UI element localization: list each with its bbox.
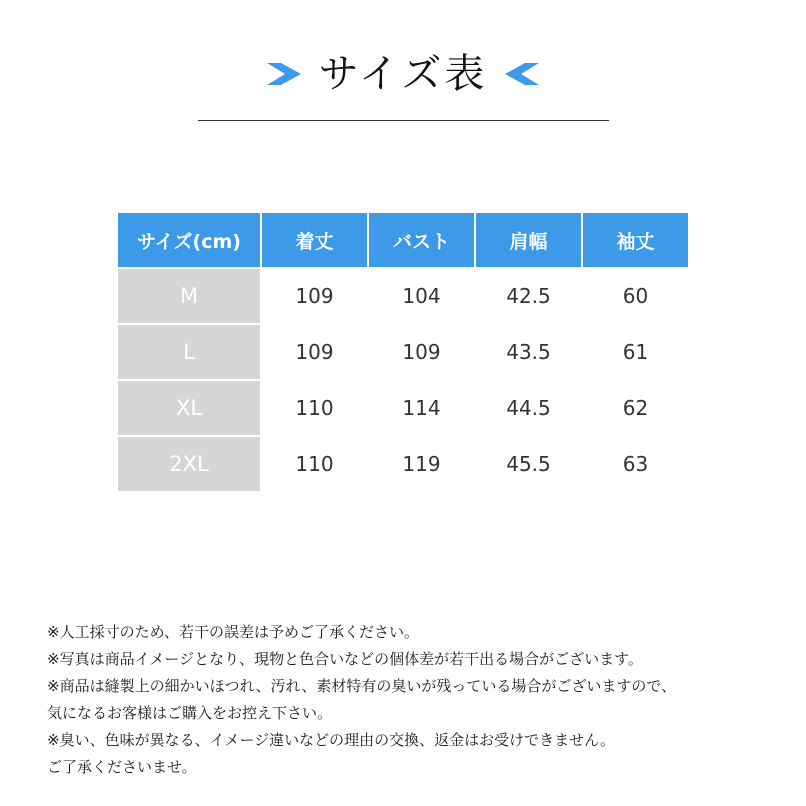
table-cell: 109 xyxy=(262,325,367,379)
size-label: L xyxy=(118,325,260,379)
table-cell: 43.5 xyxy=(476,325,581,379)
table-header-row xyxy=(118,213,688,267)
table-row xyxy=(118,269,688,323)
note-line: ご了承くださいませ。 xyxy=(47,758,197,776)
table-cell: 44.5 xyxy=(476,381,581,435)
size-table xyxy=(116,211,690,493)
header-sleeve: 袖丈 xyxy=(583,213,688,267)
size-label: M xyxy=(118,269,260,323)
note-line: ※商品は縫製上の細かいほつれ、汚れ、素材特有の臭いが残っている場合がございますので、 xyxy=(47,677,677,695)
table-cell: 60 xyxy=(583,269,688,323)
table-cell: 114 xyxy=(369,381,474,435)
header-bust: バスト xyxy=(369,213,474,267)
table-cell: 62 xyxy=(583,381,688,435)
table-cell: 104 xyxy=(369,269,474,323)
table-row xyxy=(118,381,688,435)
note-line: ※写真は商品イメージとなり、現物と色合いなどの個体差が若干出る場合がございます。 xyxy=(47,650,643,668)
size-label: XL xyxy=(118,381,260,435)
table-cell: 119 xyxy=(369,437,474,491)
table-cell: 110 xyxy=(262,437,367,491)
table-cell: 45.5 xyxy=(476,437,581,491)
table-cell: 109 xyxy=(262,269,367,323)
header-size: サイズ(cm) xyxy=(118,213,260,267)
title-divider xyxy=(198,120,609,121)
note-line: ※臭い、色味が異なる、イメージ違いなどの理由の交換、返金はお受けできません。 xyxy=(47,731,616,749)
note-line: ※人工採寸のため、若干の誤差は予めご了承ください。 xyxy=(47,623,419,641)
page-title: サイズ表 xyxy=(318,51,488,97)
table-cell: 61 xyxy=(583,325,688,379)
note-line: 気になるお客様はご購入をお控え下さい。 xyxy=(47,704,333,722)
table-cell: 110 xyxy=(262,381,367,435)
table-cell: 63 xyxy=(583,437,688,491)
header-shoulder: 肩幅 xyxy=(476,213,581,267)
chevron-right-icon xyxy=(267,63,301,85)
table-cell: 42.5 xyxy=(476,269,581,323)
size-label: 2XL xyxy=(118,437,260,491)
header-length: 着丈 xyxy=(262,213,367,267)
table-row xyxy=(118,325,688,379)
chevron-left-icon xyxy=(505,63,539,85)
title-area xyxy=(0,44,806,104)
notes xyxy=(47,619,787,781)
table-cell: 109 xyxy=(369,325,474,379)
table-row xyxy=(118,437,688,491)
